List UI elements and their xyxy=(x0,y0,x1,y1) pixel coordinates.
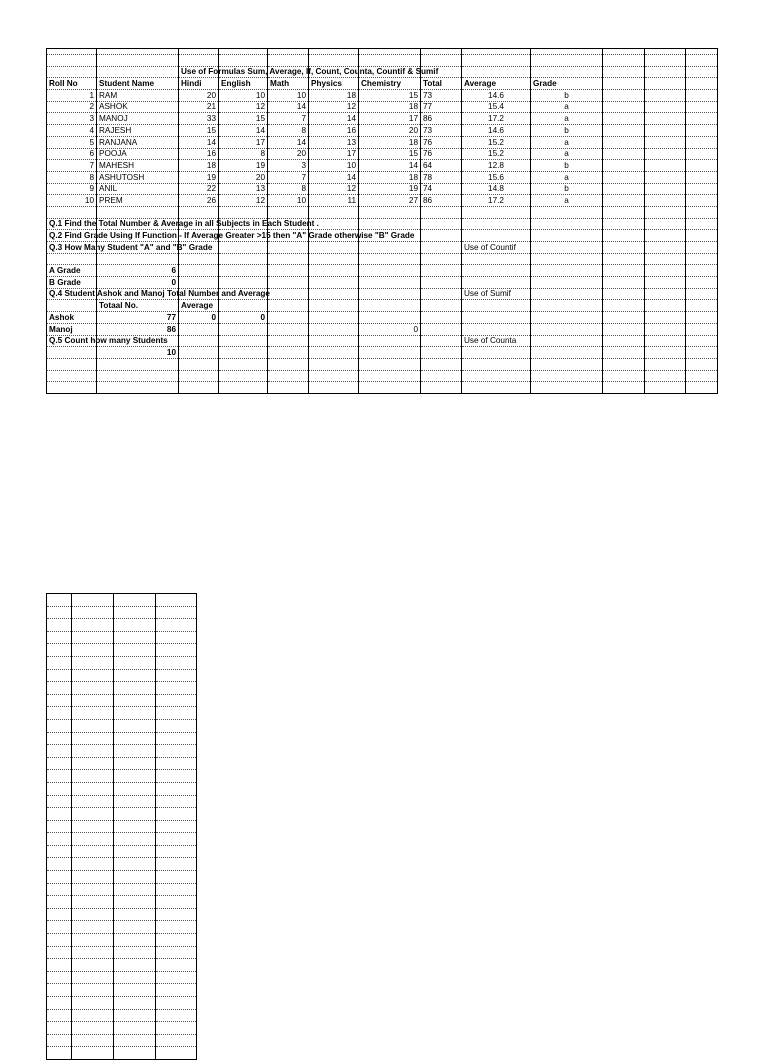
student-roll-cell[interactable]: 1 xyxy=(47,90,97,102)
empty-cell[interactable] xyxy=(156,908,197,921)
student-average-cell[interactable]: 14.6 xyxy=(462,125,531,137)
student-english-cell[interactable]: 20 xyxy=(219,171,268,183)
empty-cell[interactable] xyxy=(72,858,114,871)
student-physics-cell[interactable]: 13 xyxy=(309,136,359,148)
student-average-cell[interactable]: 15.4 xyxy=(462,101,531,113)
question-1: Q.1 Find the Total Number & Average in all Subjects in Each Student . xyxy=(49,219,319,229)
student-grade-cell[interactable]: a xyxy=(531,148,603,160)
grade-b-label[interactable]: B Grade xyxy=(47,277,97,289)
secondary-grid xyxy=(46,593,197,1060)
student-physics-cell[interactable]: 10 xyxy=(309,160,359,172)
empty-cell[interactable] xyxy=(156,896,197,909)
empty-cell[interactable] xyxy=(72,845,114,858)
student-math-cell[interactable]: 20 xyxy=(268,148,309,160)
empty-cell[interactable] xyxy=(114,1034,156,1047)
student-grade-cell[interactable]: a xyxy=(531,136,603,148)
header-cell: Math xyxy=(268,78,309,90)
empty-cell[interactable] xyxy=(156,694,197,707)
student-hindi-cell[interactable]: 21 xyxy=(179,101,219,113)
empty-cell[interactable] xyxy=(156,858,197,871)
empty-cell[interactable] xyxy=(114,782,156,795)
empty-cell[interactable] xyxy=(156,997,197,1010)
empty-cell[interactable] xyxy=(72,707,114,720)
student-hindi-cell[interactable]: 16 xyxy=(179,148,219,160)
student-english-cell[interactable]: 8 xyxy=(219,148,268,160)
empty-cell[interactable] xyxy=(156,707,197,720)
empty-cell[interactable] xyxy=(47,959,72,972)
student-hindi-cell[interactable]: 15 xyxy=(179,125,219,137)
empty-cell[interactable] xyxy=(156,594,197,607)
student-roll-cell[interactable]: 8 xyxy=(47,171,97,183)
student-total-cell[interactable]: 86 xyxy=(421,113,462,125)
student-name-cell[interactable]: RANJANA xyxy=(97,136,179,148)
student-row xyxy=(47,101,718,113)
student-math-cell[interactable]: 14 xyxy=(268,101,309,113)
student-average-cell[interactable]: 15.2 xyxy=(462,148,531,160)
header-cell: Grade xyxy=(531,78,603,90)
question-3: Q.3 How Many Student "A" and "B" Grade xyxy=(49,242,213,252)
student-row xyxy=(47,195,718,207)
header-cell: Student Name xyxy=(97,78,179,90)
student-physics-cell[interactable]: 16 xyxy=(309,125,359,137)
student-roll-cell[interactable]: 5 xyxy=(47,136,97,148)
header-cell: Chemistry xyxy=(359,78,421,90)
empty-cell[interactable] xyxy=(72,719,114,732)
empty-cell[interactable] xyxy=(114,656,156,669)
student-chemistry-cell[interactable]: 19 xyxy=(359,183,421,195)
student-total-cell[interactable]: 86 xyxy=(421,195,462,207)
student-total-cell[interactable]: 76 xyxy=(421,136,462,148)
empty-cell[interactable] xyxy=(72,820,114,833)
manoj-total[interactable]: 86 xyxy=(97,323,179,335)
empty-cell[interactable] xyxy=(47,795,72,808)
empty-cell[interactable] xyxy=(72,921,114,934)
empty-cell[interactable] xyxy=(72,946,114,959)
student-grade-cell[interactable]: b xyxy=(531,90,603,102)
empty-cell[interactable] xyxy=(114,732,156,745)
empty-cell[interactable] xyxy=(156,946,197,959)
empty-cell[interactable] xyxy=(72,808,114,821)
student-math-cell[interactable]: 10 xyxy=(268,195,309,207)
empty-cell[interactable] xyxy=(114,997,156,1010)
ashok-label[interactable]: Ashok xyxy=(47,312,97,324)
empty-cell[interactable] xyxy=(72,959,114,972)
student-name-cell[interactable]: RAM xyxy=(97,90,179,102)
countif-note: Use of Countif xyxy=(464,242,516,252)
student-physics-cell[interactable]: 14 xyxy=(309,113,359,125)
empty-cell[interactable] xyxy=(156,820,197,833)
empty-cell[interactable] xyxy=(72,594,114,607)
student-row xyxy=(47,160,718,172)
empty-cell[interactable] xyxy=(47,883,72,896)
empty-cell[interactable] xyxy=(156,631,197,644)
empty-cell[interactable] xyxy=(47,984,72,997)
empty-cell[interactable] xyxy=(114,594,156,607)
empty-cell[interactable] xyxy=(156,669,197,682)
manoj-label[interactable]: Manoj xyxy=(47,323,97,335)
empty-cell[interactable] xyxy=(72,908,114,921)
empty-cell[interactable] xyxy=(156,644,197,657)
student-roll-cell[interactable]: 6 xyxy=(47,148,97,160)
empty-cell[interactable] xyxy=(47,908,72,921)
empty-cell[interactable] xyxy=(47,707,72,720)
student-name-cell[interactable]: MANOJ xyxy=(97,113,179,125)
empty-cell[interactable] xyxy=(156,1047,197,1060)
student-average-cell[interactable]: 14.6 xyxy=(462,90,531,102)
empty-cell[interactable] xyxy=(72,833,114,846)
empty-cell[interactable] xyxy=(156,770,197,783)
student-physics-cell[interactable]: 12 xyxy=(309,183,359,195)
student-row xyxy=(47,113,718,125)
empty-cell[interactable] xyxy=(47,757,72,770)
empty-cell[interactable] xyxy=(156,934,197,947)
empty-cell[interactable] xyxy=(72,770,114,783)
student-average-cell[interactable]: 14.8 xyxy=(462,183,531,195)
empty-cell[interactable] xyxy=(47,1009,72,1022)
student-name-cell[interactable]: POOJA xyxy=(97,148,179,160)
empty-cell[interactable] xyxy=(47,606,72,619)
empty-cell[interactable] xyxy=(114,833,156,846)
student-english-cell[interactable]: 10 xyxy=(219,90,268,102)
ashok-total[interactable]: 77 xyxy=(97,312,179,324)
student-hindi-cell[interactable]: 19 xyxy=(179,171,219,183)
empty-cell[interactable] xyxy=(47,871,72,884)
student-chemistry-cell[interactable]: 14 xyxy=(359,160,421,172)
student-average-cell[interactable]: 17.2 xyxy=(462,113,531,125)
empty-cell[interactable] xyxy=(156,833,197,846)
header-cell: English xyxy=(219,78,268,90)
student-average-cell[interactable]: 15.6 xyxy=(462,171,531,183)
empty-cell[interactable] xyxy=(72,644,114,657)
student-english-cell[interactable]: 12 xyxy=(219,101,268,113)
empty-cell[interactable] xyxy=(156,656,197,669)
empty-cell[interactable] xyxy=(47,896,72,909)
student-grade-cell[interactable]: a xyxy=(531,101,603,113)
header-cell: Hindi xyxy=(179,78,219,90)
student-total-cell[interactable]: 77 xyxy=(421,101,462,113)
empty-cell[interactable] xyxy=(114,896,156,909)
empty-cell[interactable] xyxy=(47,732,72,745)
counta-note: Use of Counta xyxy=(464,336,517,346)
empty-cell[interactable] xyxy=(72,757,114,770)
question-5: Q.5 Count how many Students xyxy=(49,336,168,346)
empty-cell[interactable] xyxy=(156,757,197,770)
empty-cell[interactable] xyxy=(114,1047,156,1060)
empty-cell[interactable] xyxy=(156,619,197,632)
student-grade-cell[interactable]: a xyxy=(531,171,603,183)
student-hindi-cell[interactable]: 26 xyxy=(179,195,219,207)
student-row xyxy=(47,136,718,148)
empty-cell[interactable] xyxy=(47,997,72,1010)
student-hindi-cell[interactable]: 18 xyxy=(179,160,219,172)
student-count[interactable]: 10 xyxy=(97,347,179,359)
student-chemistry-cell[interactable]: 20 xyxy=(359,125,421,137)
empty-cell[interactable] xyxy=(156,745,197,758)
empty-cell[interactable] xyxy=(72,971,114,984)
empty-cell[interactable] xyxy=(114,858,156,871)
student-row xyxy=(47,125,718,137)
empty-cell[interactable] xyxy=(156,682,197,695)
sumif-note: Use of Sumif xyxy=(464,289,511,299)
student-english-cell[interactable]: 19 xyxy=(219,160,268,172)
empty-cell[interactable] xyxy=(114,745,156,758)
student-roll-cell[interactable]: 10 xyxy=(47,195,97,207)
header-cell: Average xyxy=(462,78,531,90)
student-grade-cell[interactable]: a xyxy=(531,195,603,207)
empty-cell[interactable] xyxy=(72,745,114,758)
empty-cell[interactable] xyxy=(47,1034,72,1047)
empty-cell[interactable] xyxy=(114,934,156,947)
empty-cell[interactable] xyxy=(156,959,197,972)
empty-cell[interactable] xyxy=(114,757,156,770)
empty-cell[interactable] xyxy=(114,959,156,972)
student-name-cell[interactable]: ASHOK xyxy=(97,101,179,113)
student-average-cell[interactable]: 17.2 xyxy=(462,195,531,207)
student-total-cell[interactable]: 78 xyxy=(421,171,462,183)
empty-cell[interactable] xyxy=(72,795,114,808)
student-chemistry-cell[interactable]: 18 xyxy=(359,136,421,148)
student-grade-cell[interactable]: b xyxy=(531,183,603,195)
empty-cell[interactable] xyxy=(72,896,114,909)
student-roll-cell[interactable]: 7 xyxy=(47,160,97,172)
empty-cell[interactable] xyxy=(156,921,197,934)
empty-cell[interactable] xyxy=(72,631,114,644)
empty-cell[interactable] xyxy=(47,644,72,657)
empty-cell[interactable] xyxy=(47,946,72,959)
empty-cell[interactable] xyxy=(72,997,114,1010)
student-total-cell[interactable]: 74 xyxy=(421,183,462,195)
empty-cell[interactable] xyxy=(156,845,197,858)
ashok-average[interactable]: 0 xyxy=(179,312,219,324)
empty-cell[interactable] xyxy=(156,984,197,997)
student-math-cell[interactable]: 10 xyxy=(268,90,309,102)
student-grade-cell[interactable]: a xyxy=(531,113,603,125)
student-average-cell[interactable]: 12.8 xyxy=(462,160,531,172)
grade-a-label[interactable]: A Grade xyxy=(47,265,97,277)
empty-cell[interactable] xyxy=(72,782,114,795)
empty-cell[interactable] xyxy=(72,619,114,632)
empty-cell[interactable] xyxy=(72,682,114,695)
student-english-cell[interactable]: 12 xyxy=(219,195,268,207)
empty-cell[interactable] xyxy=(114,707,156,720)
average-header[interactable]: Average xyxy=(179,300,219,312)
student-total-cell[interactable]: 64 xyxy=(421,160,462,172)
header-cell: Total xyxy=(421,78,462,90)
student-math-cell[interactable]: 3 xyxy=(268,160,309,172)
empty-cell[interactable] xyxy=(156,883,197,896)
empty-cell[interactable] xyxy=(47,1047,72,1060)
student-grade-cell[interactable]: b xyxy=(531,160,603,172)
student-roll-cell[interactable]: 9 xyxy=(47,183,97,195)
empty-cell[interactable] xyxy=(114,871,156,884)
empty-cell[interactable] xyxy=(114,619,156,632)
empty-cell[interactable] xyxy=(72,656,114,669)
empty-cell[interactable] xyxy=(156,808,197,821)
empty-cell[interactable] xyxy=(72,934,114,947)
empty-cell[interactable] xyxy=(72,694,114,707)
student-total-cell[interactable]: 76 xyxy=(421,148,462,160)
empty-cell[interactable] xyxy=(114,606,156,619)
empty-cell[interactable] xyxy=(114,631,156,644)
empty-cell[interactable] xyxy=(47,820,72,833)
student-grade-cell[interactable]: b xyxy=(531,125,603,137)
student-physics-cell[interactable]: 17 xyxy=(309,148,359,160)
student-name-cell[interactable]: ASHUTOSH xyxy=(97,171,179,183)
empty-cell[interactable] xyxy=(114,1009,156,1022)
grade-a-count[interactable]: 6 xyxy=(97,265,179,277)
empty-cell[interactable] xyxy=(47,656,72,669)
student-row xyxy=(47,183,718,195)
empty-cell[interactable] xyxy=(47,934,72,947)
student-english-cell[interactable]: 17 xyxy=(219,136,268,148)
empty-cell[interactable] xyxy=(114,694,156,707)
student-roll-cell[interactable]: 4 xyxy=(47,125,97,137)
empty-cell[interactable] xyxy=(47,669,72,682)
header-cell: Roll No xyxy=(47,78,97,90)
empty-cell[interactable] xyxy=(72,1009,114,1022)
ashok-extra[interactable]: 0 xyxy=(219,312,268,324)
empty-cell[interactable] xyxy=(47,631,72,644)
empty-cell[interactable] xyxy=(114,795,156,808)
empty-cell[interactable] xyxy=(47,682,72,695)
empty-cell[interactable] xyxy=(47,719,72,732)
student-math-cell[interactable]: 7 xyxy=(268,113,309,125)
main-spreadsheet xyxy=(46,48,718,394)
student-chemistry-cell[interactable]: 18 xyxy=(359,101,421,113)
empty-cell[interactable] xyxy=(114,669,156,682)
student-physics-cell[interactable]: 18 xyxy=(309,90,359,102)
sheet-title: Use of Formulas Sum, Average, If, Count, Counta, Countif & Sumif xyxy=(181,67,439,77)
empty-cell[interactable] xyxy=(156,1034,197,1047)
student-hindi-cell[interactable]: 33 xyxy=(179,113,219,125)
empty-cell[interactable] xyxy=(47,770,72,783)
empty-cell[interactable] xyxy=(114,644,156,657)
empty-cell[interactable] xyxy=(156,719,197,732)
student-row xyxy=(47,171,718,183)
empty-cell[interactable] xyxy=(72,732,114,745)
empty-cell[interactable] xyxy=(47,782,72,795)
empty-cell[interactable] xyxy=(114,770,156,783)
empty-cell[interactable] xyxy=(114,845,156,858)
student-english-cell[interactable]: 13 xyxy=(219,183,268,195)
student-hindi-cell[interactable]: 14 xyxy=(179,136,219,148)
student-row xyxy=(47,148,718,160)
student-physics-cell[interactable]: 12 xyxy=(309,101,359,113)
student-chemistry-cell[interactable]: 27 xyxy=(359,195,421,207)
empty-cell[interactable] xyxy=(47,808,72,821)
student-name-cell[interactable]: PREM xyxy=(97,195,179,207)
student-hindi-cell[interactable]: 22 xyxy=(179,183,219,195)
empty-cell[interactable] xyxy=(72,606,114,619)
empty-cell[interactable] xyxy=(156,782,197,795)
empty-cell[interactable] xyxy=(114,883,156,896)
empty-cell[interactable] xyxy=(47,858,72,871)
student-physics-cell[interactable]: 11 xyxy=(309,195,359,207)
student-english-cell[interactable]: 15 xyxy=(219,113,268,125)
student-name-cell[interactable]: RAJESH xyxy=(97,125,179,137)
question-4: Q.4 Student Ashok and Manoj Total Number and Average xyxy=(49,289,270,299)
empty-cell[interactable] xyxy=(156,871,197,884)
empty-cell[interactable] xyxy=(114,808,156,821)
empty-cell[interactable] xyxy=(114,908,156,921)
header-row xyxy=(47,78,718,90)
student-hindi-cell[interactable]: 20 xyxy=(179,90,219,102)
manoj-extra[interactable]: 0 xyxy=(359,323,421,335)
empty-cell[interactable] xyxy=(156,971,197,984)
empty-cell[interactable] xyxy=(156,1009,197,1022)
empty-cell[interactable] xyxy=(72,1034,114,1047)
empty-cell[interactable] xyxy=(114,984,156,997)
student-math-cell[interactable]: 14 xyxy=(268,136,309,148)
empty-cell[interactable] xyxy=(156,732,197,745)
empty-cell[interactable] xyxy=(114,921,156,934)
empty-cell[interactable] xyxy=(72,984,114,997)
empty-cell[interactable] xyxy=(47,971,72,984)
student-english-cell[interactable]: 14 xyxy=(219,125,268,137)
student-name-cell[interactable]: MAHESH xyxy=(97,160,179,172)
empty-cell[interactable] xyxy=(114,946,156,959)
student-roll-cell[interactable]: 3 xyxy=(47,113,97,125)
empty-cell[interactable] xyxy=(47,619,72,632)
empty-cell[interactable] xyxy=(114,820,156,833)
student-total-cell[interactable]: 73 xyxy=(421,90,462,102)
empty-cell[interactable] xyxy=(47,594,72,607)
student-average-cell[interactable]: 15.2 xyxy=(462,136,531,148)
student-physics-cell[interactable]: 14 xyxy=(309,171,359,183)
grade-b-count[interactable]: 0 xyxy=(97,277,179,289)
student-chemistry-cell[interactable]: 15 xyxy=(359,90,421,102)
empty-cell[interactable] xyxy=(72,1047,114,1060)
student-row xyxy=(47,90,718,102)
student-roll-cell[interactable]: 2 xyxy=(47,101,97,113)
empty-cell[interactable] xyxy=(72,669,114,682)
empty-cell[interactable] xyxy=(47,694,72,707)
empty-cell[interactable] xyxy=(156,606,197,619)
student-chemistry-cell[interactable]: 17 xyxy=(359,113,421,125)
empty-cell[interactable] xyxy=(114,719,156,732)
student-math-cell[interactable]: 7 xyxy=(268,171,309,183)
student-name-cell[interactable]: ANIL xyxy=(97,183,179,195)
empty-cell[interactable] xyxy=(47,921,72,934)
student-math-cell[interactable]: 8 xyxy=(268,125,309,137)
question-2: Q.2 Find Grade Using If Function - If Average Greater >15 then "A" Grade otherwise "B" Grade xyxy=(49,231,415,240)
empty-cell[interactable] xyxy=(114,682,156,695)
empty-cell[interactable] xyxy=(114,971,156,984)
empty-cell[interactable] xyxy=(72,871,114,884)
empty-cell[interactable] xyxy=(156,795,197,808)
header-cell: Physics xyxy=(309,78,359,90)
total-number-header[interactable]: Totaal No. xyxy=(97,300,179,312)
student-chemistry-cell[interactable]: 18 xyxy=(359,171,421,183)
empty-cell[interactable] xyxy=(47,745,72,758)
empty-cell[interactable] xyxy=(47,833,72,846)
student-total-cell[interactable]: 73 xyxy=(421,125,462,137)
empty-cell[interactable] xyxy=(72,883,114,896)
student-chemistry-cell[interactable]: 15 xyxy=(359,148,421,160)
student-math-cell[interactable]: 8 xyxy=(268,183,309,195)
empty-cell[interactable] xyxy=(47,845,72,858)
